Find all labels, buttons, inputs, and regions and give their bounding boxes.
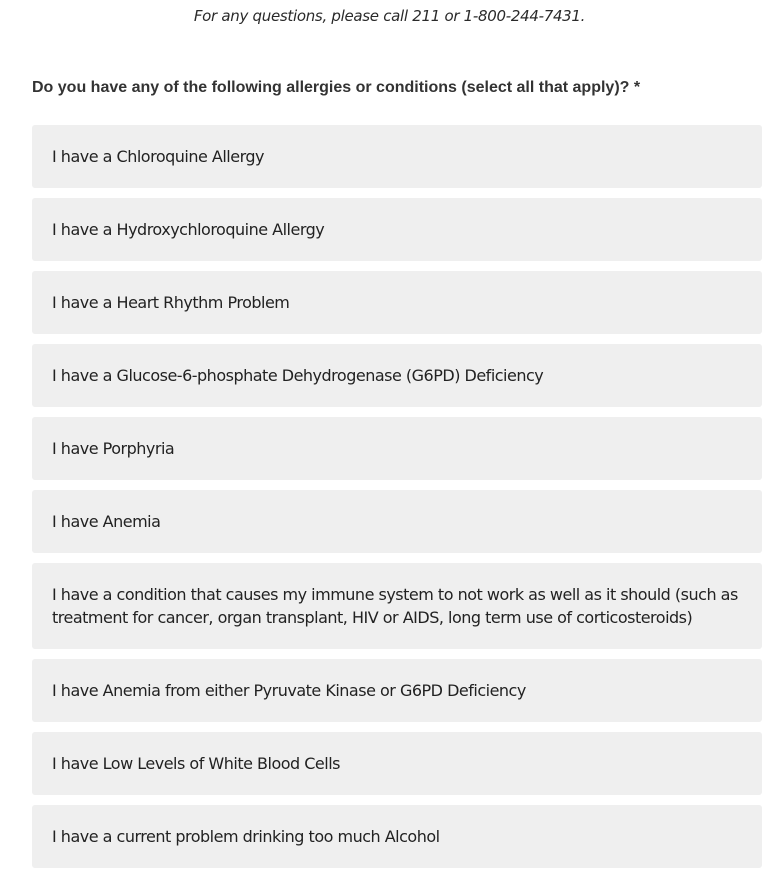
option-immune-condition[interactable] xyxy=(32,563,762,649)
option-label: I have Anemia from either Pyruvate Kinase or G6PD Deficiency xyxy=(52,681,526,700)
option-label: I have Low Levels of White Blood Cells xyxy=(52,754,340,773)
option-label: I have a Hydroxychloroquine Allergy xyxy=(52,220,325,239)
option-label: I have a current problem drinking too much Alcohol xyxy=(52,827,440,846)
option-chloroquine-allergy[interactable] xyxy=(32,125,762,188)
option-heart-rhythm-problem[interactable] xyxy=(32,271,762,334)
option-alcohol-problem[interactable] xyxy=(32,805,762,868)
option-label: I have a Chloroquine Allergy xyxy=(52,147,265,166)
option-label: I have a Heart Rhythm Problem xyxy=(52,293,290,312)
option-low-white-blood-cells[interactable] xyxy=(32,732,762,795)
option-label: I have Anemia xyxy=(52,512,161,531)
option-anemia-pyruvate-kinase-g6pd[interactable] xyxy=(32,659,762,722)
condition-options-list xyxy=(32,125,762,878)
option-g6pd-deficiency[interactable] xyxy=(32,344,762,407)
option-hydroxychloroquine-allergy[interactable] xyxy=(32,198,762,261)
option-anemia[interactable] xyxy=(32,490,762,553)
option-porphyria[interactable] xyxy=(32,417,762,480)
option-label: I have Porphyria xyxy=(52,439,175,458)
option-label: I have a Glucose-6-phosphate Dehydrogenase (G6PD) Deficiency xyxy=(52,366,544,385)
contact-notice: For any questions, please call 211 or 1-800-244-7431. xyxy=(193,7,586,25)
option-label: I have a condition that causes my immune system to not work as well as it should (such as treatment for cancer, organ transplant, HIV or AIDS, long term use of corticosteroids) xyxy=(52,585,738,627)
question-label: Do you have any of the following allergies or conditions (select all that apply)? * xyxy=(32,79,641,96)
